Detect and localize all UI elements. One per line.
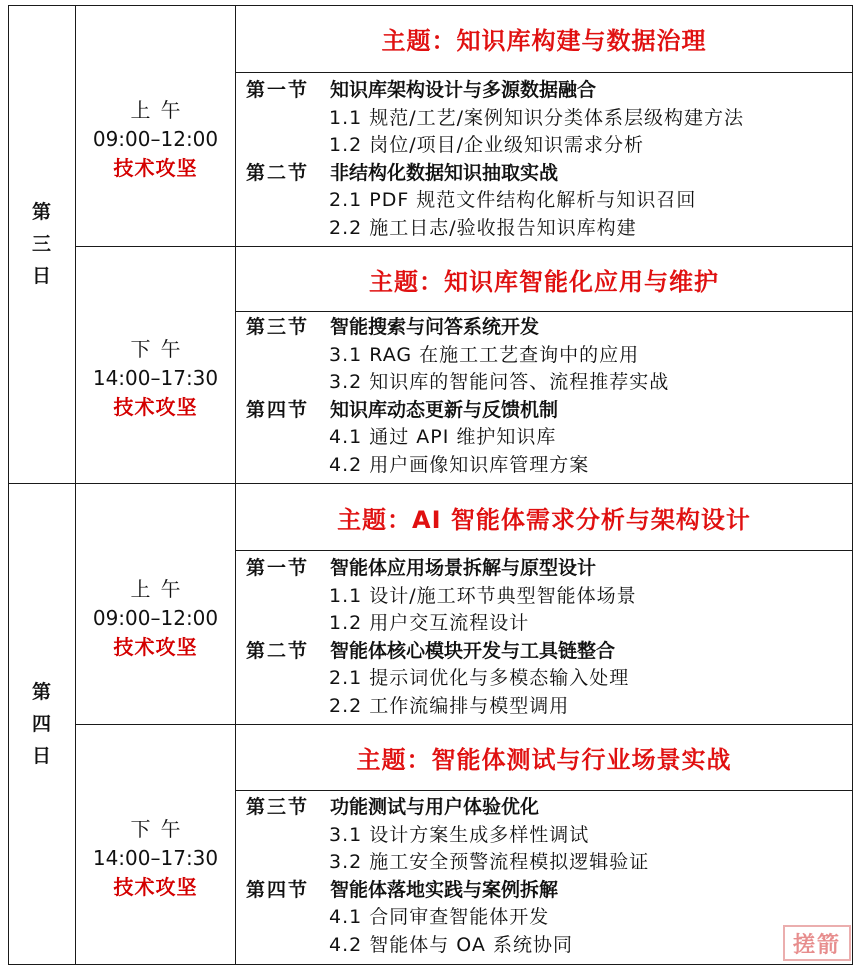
section-heading [236, 77, 852, 105]
session-theme: 主题：智能体测试与行业场景实战 [356, 746, 732, 774]
section-heading [236, 877, 852, 905]
section-item: 3.2 施工安全预警流程模拟逻辑验证 [329, 851, 650, 874]
section-item: 2.2 施工日志/验收报告知识库构建 [329, 216, 637, 239]
section-item: 3.1 RAG 在施工工艺查询中的应用 [329, 343, 640, 366]
section-title: 功能测试与用户体验优化 [330, 796, 540, 818]
section-title: 智能体应用场景拆解与原型设计 [330, 557, 597, 579]
session-content [236, 794, 852, 960]
section-number: 第二节 [246, 161, 310, 184]
seal-stamp: 搓箭 [783, 925, 851, 961]
section-item: 4.1 合同审查智能体开发 [329, 906, 550, 929]
table-border-bottom [8, 964, 853, 965]
section-item: 1.2 用户交互流程设计 [329, 612, 530, 635]
session-theme: 主题：知识库构建与数据治理 [381, 27, 707, 55]
session-time: 14:00–17:30 [92, 846, 219, 870]
session-tag: 技术攻坚 [113, 156, 198, 180]
session-period: 下午 [130, 817, 191, 841]
section-heading [236, 794, 852, 822]
day-label-char: 四 [31, 713, 51, 735]
section-title: 知识库架构设计与多源数据融合 [330, 79, 597, 101]
section-number: 第四节 [246, 878, 310, 901]
section-item: 2.1 提示词优化与多模态输入处理 [329, 667, 630, 690]
session-tag: 技术攻坚 [113, 394, 198, 419]
day-label [8, 484, 75, 964]
section-item: 4.2 用户画像知识库管理方案 [329, 453, 590, 476]
theme-underline [235, 72, 853, 73]
session-theme: 主题：知识库智能化应用与维护 [369, 267, 719, 296]
section-title: 智能体核心模块开发与工具链整合 [330, 639, 616, 662]
day-label-char: 三 [31, 233, 51, 255]
section-item: 4.2 智能体与 OA 系统协同 [329, 933, 573, 956]
session-time-cell [76, 33, 235, 246]
day-label-char: 日 [31, 745, 51, 767]
section-item: 4.1 通过 API 维护知识库 [329, 426, 557, 449]
session-tag: 技术攻坚 [113, 635, 198, 659]
day-label-char: 第 [31, 201, 51, 223]
schedule-table [8, 5, 853, 965]
section-title: 智能体落地实践与案例拆解 [330, 878, 559, 901]
session-period: 上午 [130, 577, 191, 601]
session-period: 上午 [130, 98, 191, 122]
theme-underline [235, 790, 853, 791]
session-time: 09:00–12:00 [92, 127, 219, 151]
section-title: 知识库动态更新与反馈机制 [330, 398, 559, 421]
section-heading [236, 314, 852, 342]
session-time-cell [76, 753, 235, 964]
section-title: 非结构化数据知识抽取实战 [330, 161, 559, 184]
theme-underline [235, 311, 853, 312]
section-item: 2.2 工作流编排与模型调用 [329, 694, 570, 717]
section-number: 第一节 [246, 79, 310, 101]
section-number: 第二节 [246, 639, 310, 662]
section-heading [236, 638, 852, 666]
session-content [236, 555, 852, 721]
section-number: 第三节 [246, 796, 310, 818]
section-heading [236, 160, 852, 188]
session-content [236, 314, 852, 480]
day-label [8, 5, 75, 483]
section-item: 3.2 知识库的智能问答、流程推荐实战 [329, 371, 670, 394]
session-tag: 技术攻坚 [113, 875, 198, 899]
session-content [236, 77, 852, 243]
session-time: 09:00–12:00 [92, 606, 219, 630]
section-number: 第一节 [246, 557, 310, 579]
day-label-char: 日 [31, 265, 51, 287]
section-number: 第四节 [246, 398, 310, 421]
day-label-char: 第 [31, 681, 51, 703]
session-time-cell [76, 273, 235, 483]
section-item: 3.1 设计方案生成多样性调试 [329, 823, 590, 846]
session-time-cell [76, 513, 235, 724]
section-item: 1.1 规范/工艺/案例知识分类体系层级构建方法 [329, 106, 745, 129]
section-item: 1.1 设计/施工环节典型智能体场景 [329, 584, 637, 607]
theme-underline [235, 550, 853, 551]
session-time: 14:00–17:30 [92, 365, 219, 390]
section-item: 1.2 岗位/项目/企业级知识需求分析 [329, 134, 645, 157]
table-border-right [852, 5, 853, 965]
session-period: 下午 [130, 336, 191, 361]
section-heading [236, 555, 852, 583]
session-theme: 主题：AI 智能体需求分析与架构设计 [337, 505, 751, 534]
section-heading [236, 397, 852, 425]
section-title: 智能搜索与问答系统开发 [330, 316, 540, 338]
section-item: 2.1 PDF 规范文件结构化解析与知识召回 [329, 189, 697, 212]
section-number: 第三节 [246, 316, 310, 338]
